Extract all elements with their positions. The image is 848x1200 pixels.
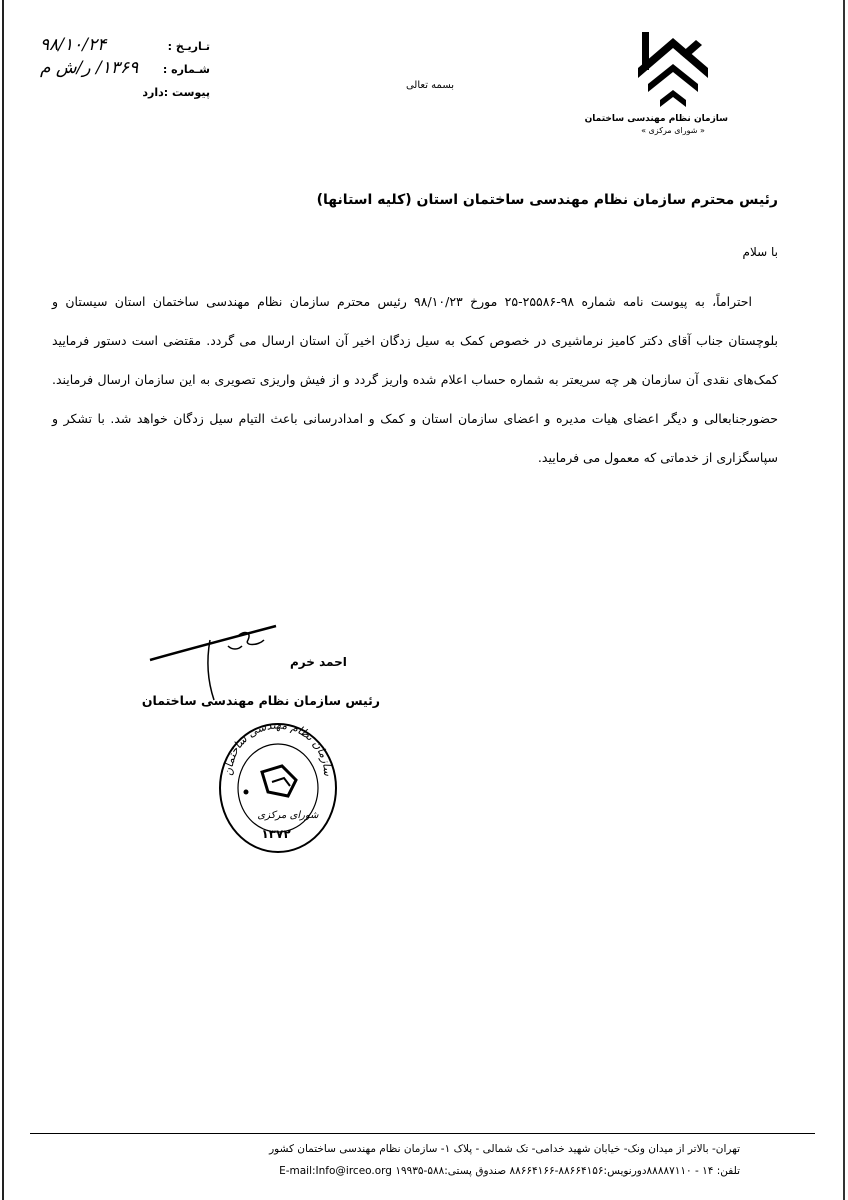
stamp-arc-text: سازمان نظام مهندسی ساختمان	[221, 718, 335, 777]
scan-edge-right	[843, 0, 845, 1200]
body-text: احتراماً، به پیوست نامه شماره ۹۸-۲۵۵۸۶-۲۵ مورخ ۹۸/۱۰/۲۳ رئیس محترم سازمان نظام مهندسی ساختمان استان سیستان و بلوچستان جناب آقای دکتر کامیز نرماشیری در خصوص کمک به سیل زدگان اخیر آن استان ارسال می گردد. مقتضی است دستور فرمایید کمک‌های نقدی آن سازمان هر چه سریعتر به شماره حساب اعلام شده واریز گردد و از فیش واریزی تصویری به این سازمان ارسال فرمایند. حضورجنابعالی و دیگر اعضای هیات مدیره و اعضای سازمان استان و کمک و امدادرسانی باعث التیام سیل زدگان خواهد شد. با تشکر و سپاسگزاری از خدماتی که معمول می فرمایید.	[52, 294, 778, 465]
org-logo	[584, 28, 728, 135]
signatory-title: رئیس سازمان نظام مهندسی ساختمان	[141, 693, 380, 708]
letter-body	[52, 282, 778, 477]
basmala: بسمه تعالی	[405, 80, 455, 91]
signatory-name: احمد خرم	[290, 655, 347, 669]
handwritten-signature	[148, 622, 288, 702]
stamp-year: ۱۳۷۲	[261, 827, 291, 841]
date-value: ۹۸/۱۰/۲۴	[40, 35, 107, 55]
number-row	[40, 58, 210, 84]
date-label: تـاریـخ :	[167, 40, 210, 53]
attachment-row	[60, 84, 210, 107]
body-paragraph	[52, 282, 778, 477]
greeting: با سلام	[742, 245, 778, 259]
letter-meta	[40, 35, 210, 107]
number-label: شـماره :	[162, 63, 210, 76]
letter-footer	[140, 1138, 740, 1182]
stamp-sub-text: شورای مرکزی	[257, 810, 319, 821]
recipient-line: رئیس محترم سازمان نظام مهندسی ساختمان استان (کلیه استانها)	[316, 192, 778, 208]
official-stamp	[212, 710, 344, 856]
footer-divider	[30, 1133, 815, 1134]
attachment-label: پیوست :دارد	[142, 86, 210, 99]
footer-address: تهران- بالاتر از میدان ونک- خیابان شهید خدامی- تک شمالی - پلاک ۱- سازمان نظام مهندسی ساختمان کشور	[269, 1143, 740, 1155]
footer-contact: تلفن: ۱۴ - ۸۸۸۸۷۱۱۰دورنویس:۸۸۶۶۴۱۵۶-۸۸۶۶۴۱۶۶ صندوق پستی:۵۸۸-۱۹۹۳۵ E-mail:Info@irceo.org	[279, 1165, 740, 1177]
house-chevron-icon	[636, 28, 710, 110]
logo-org-sub: « شورای مرکزی »	[641, 126, 705, 135]
number-value: ۱۳۶۹/ ر/ش م	[40, 58, 139, 78]
stamp-logo-icon	[244, 766, 297, 796]
scan-edge-left	[2, 0, 4, 1200]
logo-org-name: سازمان نظام مهندسی ساختمان	[584, 114, 728, 124]
